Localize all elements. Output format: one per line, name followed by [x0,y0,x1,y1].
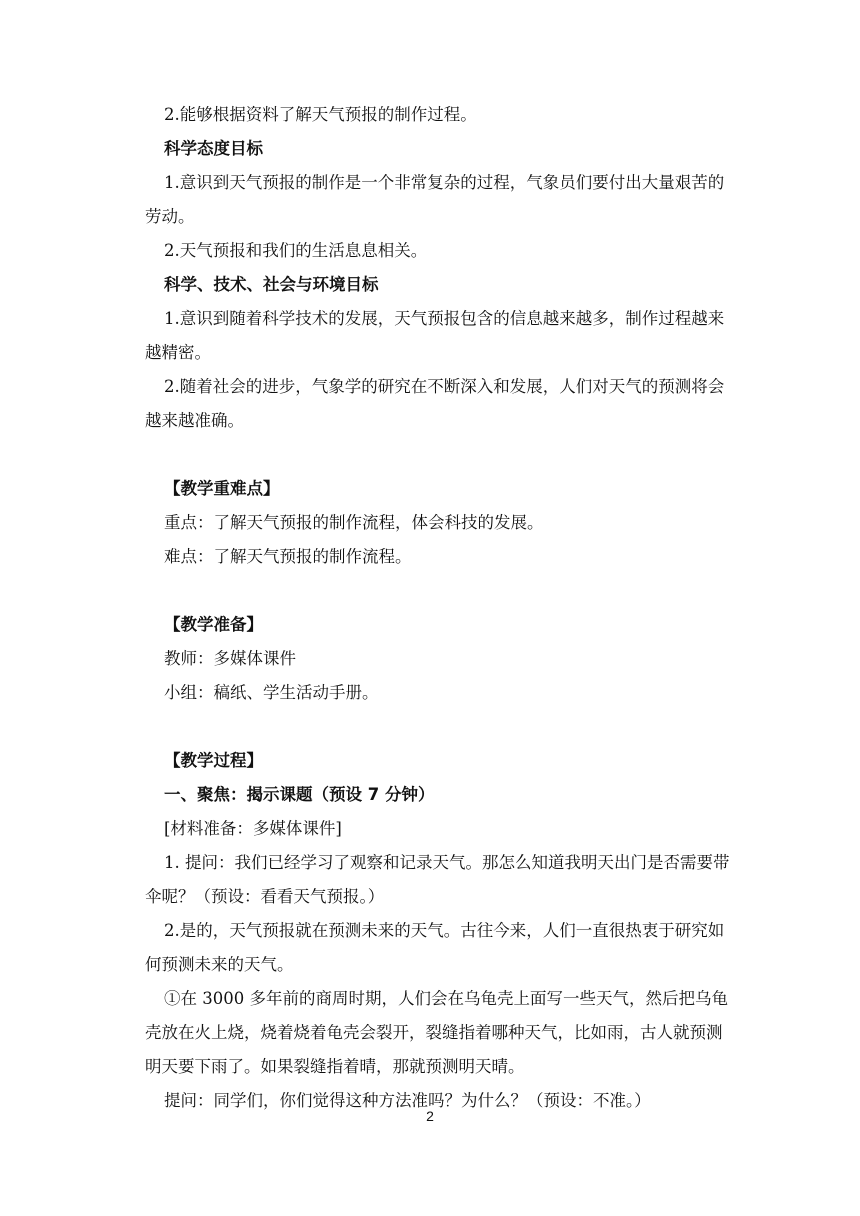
objective-line: 1.意识到随着科学技术的发展，天气预报包含的信息越来越多，制作过程越来越精密。 [145,309,725,362]
page-number: 2 [426,1108,434,1124]
process-paragraph: 2.是的，天气预报就在预测未来的天气。古往今来，人们一直很热衷于研究如何预测未来的天气。 [145,921,725,974]
page-content [0,98,860,1118]
section-preparation: 【教学准备】 [164,615,263,634]
process-paragraph: 提问：同学们，你们觉得这种方法准吗？为什么？（预设：不准。） [164,1091,651,1110]
prep-teacher: 教师：多媒体课件 [164,649,296,668]
section-key-points: 【教学重难点】 [164,479,280,498]
section-process: 【教学过程】 [164,751,263,770]
heading-attitude: 科学态度目标 [164,139,263,158]
prep-group: 小组：稿纸、学生活动手册。 [164,683,379,702]
key-point: 重点：了解天气预报的制作流程，体会科技的发展。 [164,513,544,532]
objective-line: 2.天气预报和我们的生活息息相关。 [164,241,428,260]
difficult-point: 难点：了解天气预报的制作流程。 [164,547,412,566]
process-step-heading: 一、聚焦：揭示课题（预设 7 分钟） [164,785,435,804]
objective-line: 2.能够根据资料了解天气预报的制作过程。 [164,105,477,124]
process-paragraph: ①在 3000 多年前的商周时期，人们会在乌龟壳上面写一些天气，然后把乌龟壳放在火上烧，烧着烧着龟壳会裂开，裂缝指着哪种天气，比如雨，古人就预测明天要下雨了。如果裂缝指着晴，那就预测明天晴。 [145,989,728,1076]
objective-line: 2.随着社会的进步，气象学的研究在不断深入和发展，人们对天气的预测将会越来越准确。 [145,377,725,430]
objective-line: 1.意识到天气预报的制作是一个非常复杂的过程，气象员们要付出大量艰苦的劳动。 [145,173,725,226]
process-paragraph: 1. 提问：我们已经学习了观察和记录天气。那怎么知道我明天出门是否需要带伞呢？（预设：看看天气预报。） [145,853,730,906]
heading-sts: 科学、技术、社会与环境目标 [164,275,379,294]
process-materials: [材料准备：多媒体课件] [164,819,342,838]
